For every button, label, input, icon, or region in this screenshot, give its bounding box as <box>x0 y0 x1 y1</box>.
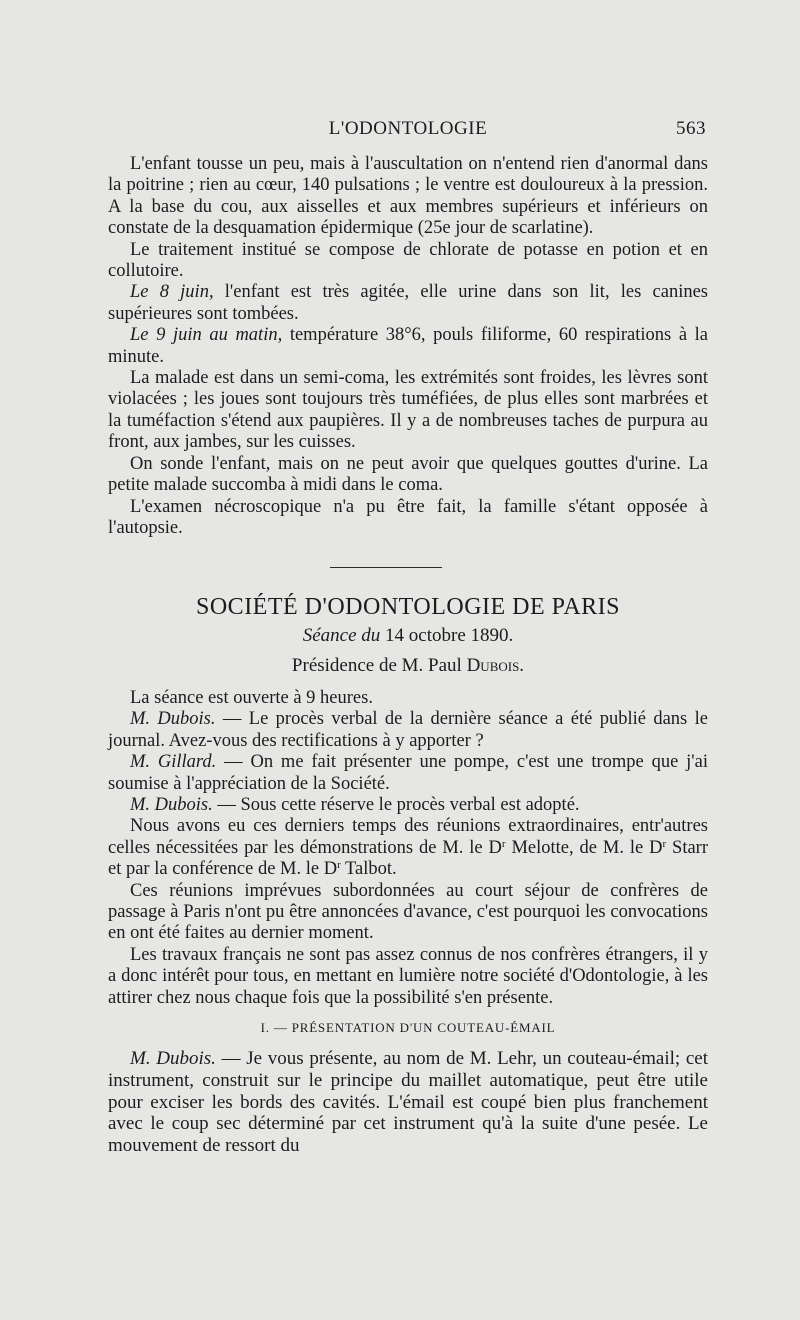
paragraph <box>108 752 708 795</box>
superscript: r <box>662 837 667 850</box>
paragraph <box>108 816 708 880</box>
paragraph: Les travaux français ne sont pas assez connus de nos confrères étrangers, il y a donc intérêt pour tous, en mettant en lumière notre société d'Odontologie, à les attirer chez nous chaque fois que la possibilité s'en présente. <box>108 944 708 1008</box>
paragraph-text: Melotte, de M. le D <box>505 837 663 858</box>
session-day: 14 octobre <box>380 625 471 646</box>
minutes-text <box>108 688 708 1009</box>
paragraph: La séance est ouverte à 9 heures. <box>130 688 373 708</box>
paragraph-text: température 38°6, pouls filiforme, 60 respirations à la minute. <box>108 325 709 367</box>
paragraph-text: — Sous cette réserve le procès verbal est adopté. <box>212 795 580 816</box>
paragraph <box>108 325 708 368</box>
session-label: Séance du <box>302 625 381 646</box>
section-divider <box>330 567 442 568</box>
case-report-text <box>108 154 708 539</box>
paragraph <box>108 282 708 325</box>
president-name: Dubois. <box>466 655 525 676</box>
superscript: r <box>337 859 341 872</box>
paragraph-text: l'enfant est très agitée, elle urine dans son lit, les canines supérieures sont tombées. <box>108 282 709 324</box>
presidency-line <box>108 655 708 677</box>
superscript: r <box>501 837 506 850</box>
journal-title: L'ODONTOLOGIE <box>328 118 488 139</box>
paragraph: L'examen nécroscopique n'a pu être fait, la famille s'étant opposée à l'autopsie. <box>108 496 708 538</box>
speaker-name: M. Dubois. <box>130 709 216 730</box>
page-number: 563 <box>676 118 706 139</box>
paragraph <box>108 709 708 752</box>
paragraph <box>108 795 708 816</box>
paragraph: La malade est dans un semi-coma, les extrémités sont froides, les lèvres sont violacées ; les joues sont toujours très tuméfiées, de plus elles sont marbrées et la tuméfaction s'étend aux paupières. Il y a de nombreuses taches de purpura au front, aux jambes, sur les cuisses. <box>108 368 708 453</box>
paragraph <box>108 1048 708 1157</box>
paragraph-text: Talbot. <box>340 859 397 880</box>
section-title: SOCIÉTÉ D'ODONTOLOGIE DE PARIS <box>196 594 620 620</box>
speaker-name: M. Gillard. <box>130 752 217 773</box>
presentation-text <box>108 1048 708 1157</box>
paragraph: Ces réunions imprévues subordonnées au court séjour de confrères de passage à Paris n'ont pu être annoncées d'avance, c'est pourquoi les convocations en ont été faites au dernier moment. <box>108 880 708 944</box>
subsection-title: I. — PRÉSENTATION D'UN COUTEAU-ÉMAIL <box>260 1020 556 1035</box>
date-label: Le 8 juin, <box>130 282 214 303</box>
paragraph: L'enfant tousse un peu, mais à l'auscultation on n'entend rien d'anormal dans la poitrine ; rien au cœur, 140 pulsations ; le ventre est douloureux à la pression. A la base du cou, aux aisselles et aux membres supérieurs et inférieurs on constate de la desquamation épidermique (25e jour de scarlatine). <box>108 154 708 239</box>
speaker-name: M. Dubois. <box>130 1048 216 1069</box>
session-date <box>108 625 708 647</box>
paragraph: Le traitement institué se compose de chlorate de potasse en potion et en collutoire. <box>108 239 708 282</box>
presidency-label: Présidence de M. Paul <box>291 655 467 676</box>
paragraph-text: — Le procès verbal de la dernière séance a été publié dans le journal. Avez-vous des rectifications à y apporter ? <box>108 709 708 751</box>
session-year: 1890. <box>470 625 514 646</box>
paragraph-text: Nous avons eu ces derniers temps des réunions extraordinaires, entr'autres celles nécessitées par les démonstrations de M. le D <box>108 816 708 858</box>
date-label: Le 9 juin au matin, <box>130 325 283 346</box>
speaker-name: M. Dubois. <box>130 795 213 816</box>
running-header <box>108 118 708 142</box>
paragraph-text: — On me fait présenter une pompe, c'est une trompe que j'ai soumise à l'appréciation de la Société. <box>108 752 708 794</box>
paragraph-text: Starr et par la conférence de M. le D <box>108 837 708 880</box>
paragraph-text: — Je vous présente, au nom de M. Lehr, un couteau-émail; cet instrument, construit sur le principe du maillet automatique, peut être utile pour exciser les bords des cavités. L'émail est coupé bien plus franchement avec le coup sec déterminé par cet instrument qu'à la suite d'une pesée. Le mouvement de ressort du <box>108 1048 708 1157</box>
paragraph: On sonde l'enfant, mais on ne peut avoir que quelques gouttes d'urine. La petite malade succomba à midi dans le coma. <box>108 453 708 496</box>
